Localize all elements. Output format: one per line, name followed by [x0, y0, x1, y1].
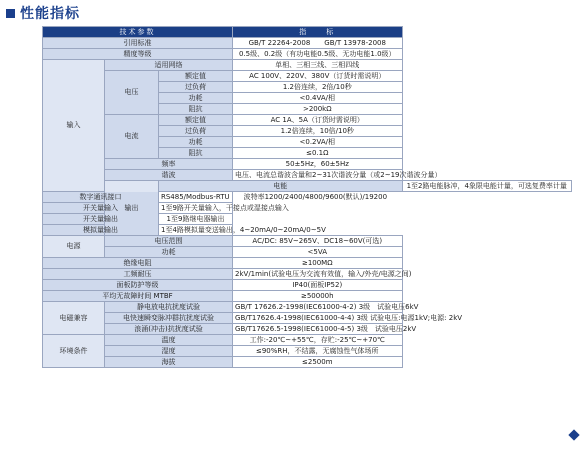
row-label: 工频耐压 [43, 269, 233, 280]
row-label: 频率 [105, 159, 233, 170]
group-label-output: 输出 [105, 181, 159, 236]
row-label: 过负荷 [159, 82, 233, 93]
table-row [43, 192, 572, 203]
table-row [43, 269, 572, 280]
row-value: AC 1A、5A（订货时需说明） [233, 115, 402, 126]
row-label: 面板防护等级 [43, 280, 233, 291]
row-label: 功耗 [159, 137, 233, 148]
row-label: 过负荷 [159, 126, 233, 137]
subgroup-label-voltage: 电压 [105, 71, 159, 115]
row-label: 功耗 [105, 247, 233, 258]
row-value: ≥100MΩ [233, 258, 402, 269]
header-spec: 指 标 [233, 27, 402, 38]
table-row [43, 203, 572, 214]
corner-diamond-icon [568, 429, 579, 440]
table-row [43, 236, 572, 247]
page-title-text: 性能指标 [20, 6, 80, 22]
row-value: AC/DC: 85V~265V、DC18~60V(可选) [233, 236, 402, 247]
row-label: 适用网络 [105, 60, 233, 71]
table-row [43, 170, 572, 181]
row-label: 湿度 [105, 346, 233, 357]
table-row [43, 225, 572, 236]
row-label: 引用标准 [43, 38, 233, 49]
row-label: 电压范围 [105, 236, 233, 247]
row-label: 开关量输出 [43, 214, 159, 225]
group-label-power: 电源 [43, 236, 105, 258]
row-label: 精度等级 [43, 49, 233, 60]
row-label: 温度 [105, 335, 233, 346]
row-value: 1.2倍连续，10倍/10秒 [233, 126, 402, 137]
row-value: GB/T 17626.2-1998(IEC61000-4-2) 3级 试验电压6kV [233, 302, 402, 313]
row-value: 1.2倍连续，2倍/10秒 [233, 82, 402, 93]
table-row [43, 313, 572, 324]
table-row [43, 181, 572, 192]
row-value: 电压、电流总谐波含量和2~31次谐波分量（或2~19次谐波分量） [233, 170, 402, 181]
page-title [6, 4, 80, 22]
row-value: GB/T17626.5-1998(IEC61000-4-5) 3级 试验电压2kV [233, 324, 402, 335]
row-label: 静电放电抗扰度试验 [105, 302, 233, 313]
table-row [43, 291, 572, 302]
row-label: 额定值 [159, 115, 233, 126]
subgroup-label-current: 电流 [105, 115, 159, 159]
table-row [43, 214, 572, 225]
row-label: 模拟量输出 [43, 225, 159, 236]
group-label-emc: 电磁兼容 [43, 302, 105, 335]
row-label: 平均无故障时间 MTBF [43, 291, 233, 302]
row-label: 数字通讯接口 [43, 192, 159, 203]
row-value: GB/T 22264-2008 GB/T 13978-2008 [233, 38, 402, 49]
row-label: 电快速瞬变脉冲群抗扰度试验 [105, 313, 233, 324]
table-row [43, 346, 572, 357]
group-label-input: 输入 [43, 60, 105, 192]
table-row [43, 71, 572, 82]
row-value: <5VA [233, 247, 402, 258]
table-row [43, 115, 572, 126]
header-param: 技术参数 [43, 27, 233, 38]
row-value: <0.4VA/相 [233, 93, 402, 104]
row-value: 工作:-20℃~+55℃，存贮:-25℃~+70℃ [233, 335, 402, 346]
table-row [43, 247, 572, 258]
row-label: 阻抗 [159, 104, 233, 115]
row-value: ≤2500m [233, 357, 402, 368]
title-square-icon [6, 9, 15, 18]
row-value: 0.5级、0.2级（有功电能0.5级、无功电能1.0级） [233, 49, 402, 60]
row-label: 开关量输入 [43, 203, 159, 214]
table-row [43, 159, 572, 170]
table-row [43, 302, 572, 313]
row-value: ≥50000h [233, 291, 402, 302]
row-label: 电能 [159, 181, 403, 192]
table-row [43, 38, 572, 49]
row-label: 海拔 [105, 357, 233, 368]
row-value: 1至9路继电器输出 [159, 214, 233, 225]
table-row [43, 324, 572, 335]
row-label: 浪涌(冲击)抗扰度试验 [105, 324, 233, 335]
table-row [43, 335, 572, 346]
row-value: AC 100V、220V、380V（订货时需说明） [233, 71, 402, 82]
row-value: GB/T17626.4-1998(IEC61000-4-4) 3级 试验电压:电源1kV;电源: 2kV [233, 313, 402, 324]
row-value: 50±5Hz，60±5Hz [233, 159, 402, 170]
row-label: 谐波 [105, 170, 233, 181]
row-label: 功耗 [159, 93, 233, 104]
row-value: RS485/Modbus-RTU 波特率1200/2400/4800/9600(默认)/19200 [159, 192, 233, 203]
row-value: ≤0.1Ω [233, 148, 402, 159]
table-header-row [43, 27, 572, 38]
row-value: 1至4路模拟量变送输出，4~20mA/0~20mA/0~5V [159, 225, 233, 236]
row-label: 额定值 [159, 71, 233, 82]
row-label: 绝缘电阻 [43, 258, 233, 269]
row-value: <0.2VA/相 [233, 137, 402, 148]
row-value: IP40(面板IP52) [233, 280, 402, 291]
row-value: 2kV/1min(试验电压为交流有效值，输入/外壳/电源之间) [233, 269, 402, 280]
row-value: 单相、三相三线、三相四线 [233, 60, 402, 71]
spec-table [42, 26, 572, 368]
row-value: ≤90%RH，不结露，无腐蚀性气体场所 [233, 346, 402, 357]
table-row [43, 49, 572, 60]
table-row [43, 60, 572, 71]
row-value: 1至9路开关量输入，干接点或湿接点输入 [159, 203, 233, 214]
table-row [43, 357, 572, 368]
group-label-env: 环境条件 [43, 335, 105, 368]
row-value: >200kΩ [233, 104, 402, 115]
table-row [43, 280, 572, 291]
table-row [43, 258, 572, 269]
row-value: 1至2路电能脉冲，4象限电能计量，可选复费率计量 [402, 181, 571, 192]
row-label: 阻抗 [159, 148, 233, 159]
